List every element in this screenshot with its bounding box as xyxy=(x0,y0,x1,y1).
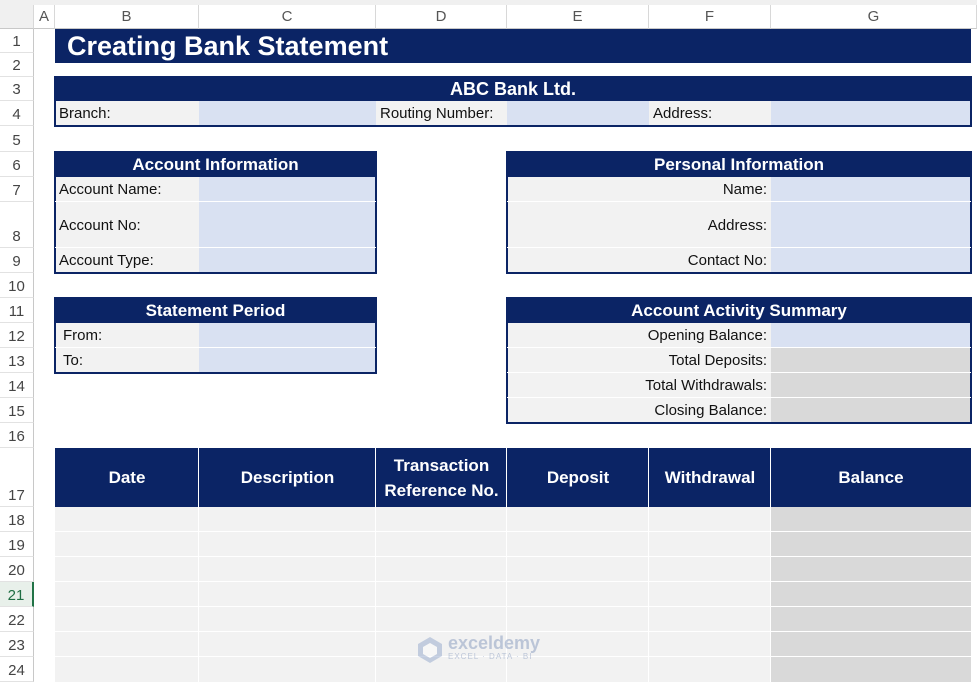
from-label: From: xyxy=(55,323,199,348)
row-header[interactable]: 18 xyxy=(0,507,34,532)
column-header-e[interactable]: E xyxy=(507,5,649,29)
grid-line xyxy=(507,347,971,348)
exceldemy-logo-icon xyxy=(416,636,444,664)
branch-label: Branch: xyxy=(55,101,199,126)
row-header[interactable]: 22 xyxy=(0,607,34,632)
from-date-input[interactable] xyxy=(199,323,376,348)
grid-line xyxy=(507,201,971,202)
personal-name-input[interactable] xyxy=(771,177,971,202)
column-header-f[interactable]: F xyxy=(649,5,771,29)
table-header-balance: Balance xyxy=(771,448,971,507)
table-header-deposit: Deposit xyxy=(507,448,649,507)
bank-name-header: ABC Bank Ltd. xyxy=(55,77,971,101)
row-header[interactable]: 3 xyxy=(0,77,34,101)
watermark-tagline: EXCEL · DATA · BI xyxy=(448,652,533,661)
grid-line xyxy=(507,247,971,248)
account-type-input[interactable] xyxy=(199,248,376,273)
bank-address-label: Address: xyxy=(649,101,771,126)
grid-line xyxy=(770,448,771,682)
table-header-description: Description xyxy=(199,448,376,507)
opening-balance-label: Opening Balance: xyxy=(507,323,771,348)
page-title: Creating Bank Statement xyxy=(55,29,971,63)
row-header[interactable]: 15 xyxy=(0,398,34,423)
column-header-c[interactable]: C xyxy=(199,5,376,29)
table-header-reference: Transaction Reference No. xyxy=(376,448,507,507)
activity-summary-header: Account Activity Summary xyxy=(507,298,971,323)
column-header-b[interactable]: B xyxy=(55,5,199,29)
account-no-label: Account No: xyxy=(55,202,199,248)
row-header[interactable]: 10 xyxy=(0,273,34,298)
grid-line xyxy=(55,581,971,582)
routing-number-label: Routing Number: xyxy=(376,101,507,126)
closing-balance-value[interactable] xyxy=(771,398,971,423)
account-info-header: Account Information xyxy=(55,152,376,177)
row-header-selected[interactable]: 21 xyxy=(0,582,34,607)
statement-period-header: Statement Period xyxy=(55,298,376,323)
row-header[interactable]: 12 xyxy=(0,323,34,348)
row-header[interactable]: 9 xyxy=(0,248,34,273)
total-withdrawals-label: Total Withdrawals: xyxy=(507,373,771,398)
total-withdrawals-value[interactable] xyxy=(771,373,971,398)
account-type-label: Account Type: xyxy=(55,248,199,273)
select-all-corner[interactable] xyxy=(0,5,34,29)
personal-info-header: Personal Information xyxy=(507,152,971,177)
row-header[interactable]: 19 xyxy=(0,532,34,557)
branch-input[interactable] xyxy=(199,101,376,126)
table-header-withdrawal: Withdrawal xyxy=(649,448,771,507)
to-date-input[interactable] xyxy=(199,348,376,373)
row-header[interactable]: 23 xyxy=(0,632,34,657)
grid-line xyxy=(55,201,376,202)
closing-balance-label: Closing Balance: xyxy=(507,398,771,423)
watermark-brand: exceldemy xyxy=(448,633,541,653)
grid-line xyxy=(507,372,971,373)
row-header[interactable]: 7 xyxy=(0,177,34,202)
grid-line xyxy=(55,631,971,632)
contact-no-label: Contact No: xyxy=(507,248,771,273)
row-header[interactable]: 24 xyxy=(0,657,34,682)
grid-line xyxy=(507,397,971,398)
row-header[interactable]: 14 xyxy=(0,373,34,398)
opening-balance-input[interactable] xyxy=(771,323,971,348)
account-name-label: Account Name: xyxy=(55,177,199,202)
column-header-g[interactable]: G xyxy=(771,5,977,29)
grid-line xyxy=(55,531,971,532)
to-label: To: xyxy=(55,348,199,373)
row-header[interactable]: 13 xyxy=(0,348,34,373)
row-header[interactable]: 17 xyxy=(0,448,34,507)
column-header-d[interactable]: D xyxy=(376,5,507,29)
bank-address-input[interactable] xyxy=(771,101,971,126)
row-header[interactable]: 20 xyxy=(0,557,34,582)
contact-no-input[interactable] xyxy=(771,248,971,273)
row-header[interactable]: 11 xyxy=(0,298,34,323)
row-header[interactable]: 5 xyxy=(0,126,34,152)
row-header[interactable]: 6 xyxy=(0,152,34,177)
grid-line xyxy=(55,606,971,607)
grid-line xyxy=(375,448,376,682)
personal-address-input[interactable] xyxy=(771,202,971,248)
personal-address-label: Address: xyxy=(507,202,771,248)
account-name-input[interactable] xyxy=(199,177,376,202)
row-header[interactable]: 16 xyxy=(0,423,34,448)
column-header-a[interactable]: A xyxy=(34,5,55,29)
total-deposits-label: Total Deposits: xyxy=(507,348,771,373)
table-header-date: Date xyxy=(55,448,199,507)
grid-line xyxy=(55,347,376,348)
routing-number-input[interactable] xyxy=(507,101,649,126)
row-header[interactable]: 4 xyxy=(0,101,34,126)
total-deposits-value[interactable] xyxy=(771,348,971,373)
row-header[interactable]: 8 xyxy=(0,202,34,248)
row-header[interactable]: 1 xyxy=(0,29,34,53)
exceldemy-watermark xyxy=(416,633,541,664)
grid-line xyxy=(55,247,376,248)
personal-name-label: Name: xyxy=(507,177,771,202)
grid-line xyxy=(198,448,199,682)
row-header[interactable]: 2 xyxy=(0,53,34,77)
grid-line xyxy=(55,556,971,557)
grid-line xyxy=(648,448,649,682)
account-no-input[interactable] xyxy=(199,202,376,248)
